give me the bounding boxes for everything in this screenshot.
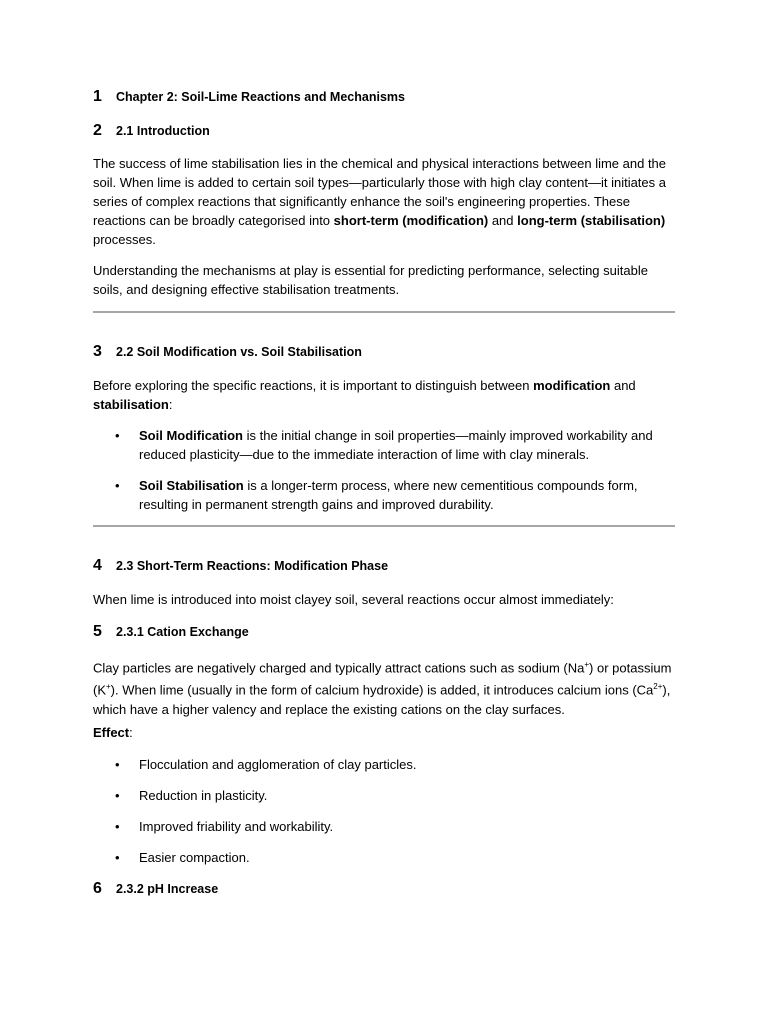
bullet-glyph: • xyxy=(115,428,120,443)
heading-number: 4 xyxy=(93,557,102,574)
bullet-list xyxy=(93,426,675,514)
intro-paragraph-2: Understanding the mechanisms at play is essential for predicting performance, selecting suitable soils, and designing effective stabilisation treatments. xyxy=(93,263,648,297)
effect-label: Effect: xyxy=(93,725,133,740)
subsection-heading xyxy=(93,623,249,641)
chapter-heading xyxy=(93,88,405,106)
list-item: • Improved friability and workability. xyxy=(115,819,334,834)
intro-paragraph: The success of lime stabilisation lies in the chemical and physical interactions between lime and the soil. When lime is added to certain soil types—particularly those with high clay content—it initiates a series of complex reactions that significantly enhance the soil's engineering properties. These reactions can be broadly categorised into short-term (modification) and long-term (stabilisation) processes. xyxy=(93,156,667,247)
heading-number: 3 xyxy=(93,343,102,360)
section-heading xyxy=(93,122,210,140)
horizontal-divider xyxy=(93,311,675,313)
heading-number: 1 xyxy=(93,88,102,105)
list-item: • Reduction in plasticity. xyxy=(115,788,268,803)
heading-number: 5 xyxy=(93,623,102,640)
heading-number: 6 xyxy=(93,880,102,897)
bullet-glyph: • xyxy=(115,757,120,772)
modification-lead-paragraph: Before exploring the specific reactions, it is important to distinguish between modification and stabilisation: xyxy=(93,378,636,412)
bullet-glyph: • xyxy=(115,850,120,865)
subsection-heading xyxy=(93,880,218,898)
heading-text: 2.2 Soil Modification vs. Soil Stabilisation xyxy=(116,345,362,359)
heading-text: 2.3.2 pH Increase xyxy=(116,882,219,896)
heading-text: 2.3 Short-Term Reactions: Modification Phase xyxy=(116,559,389,573)
bullet-glyph: • xyxy=(115,788,120,803)
cation-exchange-paragraph: Clay particles are negatively charged and typically attract cations such as sodium (Na+) or potassium (K+). When lime (usually in the form of calcium hydroxide) is added, it introduces calcium ions $(Ca^{2+})$, which have a higher valency and replace the existing cations on the clay surfaces. xyxy=(93,660,672,717)
section-heading xyxy=(93,343,362,361)
heading-text: 2.1 Introduction xyxy=(116,124,210,138)
effects-list xyxy=(93,755,675,867)
heading-text: Chapter 2: Soil-Lime Reactions and Mechanisms xyxy=(116,90,405,104)
heading-number: 2 xyxy=(93,122,102,139)
horizontal-divider xyxy=(93,525,675,527)
short-term-lead-paragraph: When lime is introduced into moist clayey soil, several reactions occur almost immediately: xyxy=(93,592,614,607)
list-item: • Soil Stabilisation is a longer-term process, where new cementitious compounds form, resulting in permanent strength gains and improved durability. xyxy=(115,478,638,512)
bullet-glyph: • xyxy=(115,819,120,834)
list-item: • Soil Modification is the initial change in soil properties—mainly improved workability and reduced plasticity—due to the immediate interaction of lime with clay minerals. xyxy=(115,428,653,462)
list-item: • Easier compaction. xyxy=(115,850,250,865)
list-item: • Flocculation and agglomeration of clay particles. xyxy=(115,757,417,772)
bullet-glyph: • xyxy=(115,478,120,493)
heading-text: 2.3.1 Cation Exchange xyxy=(116,625,249,639)
section-heading xyxy=(93,557,388,575)
